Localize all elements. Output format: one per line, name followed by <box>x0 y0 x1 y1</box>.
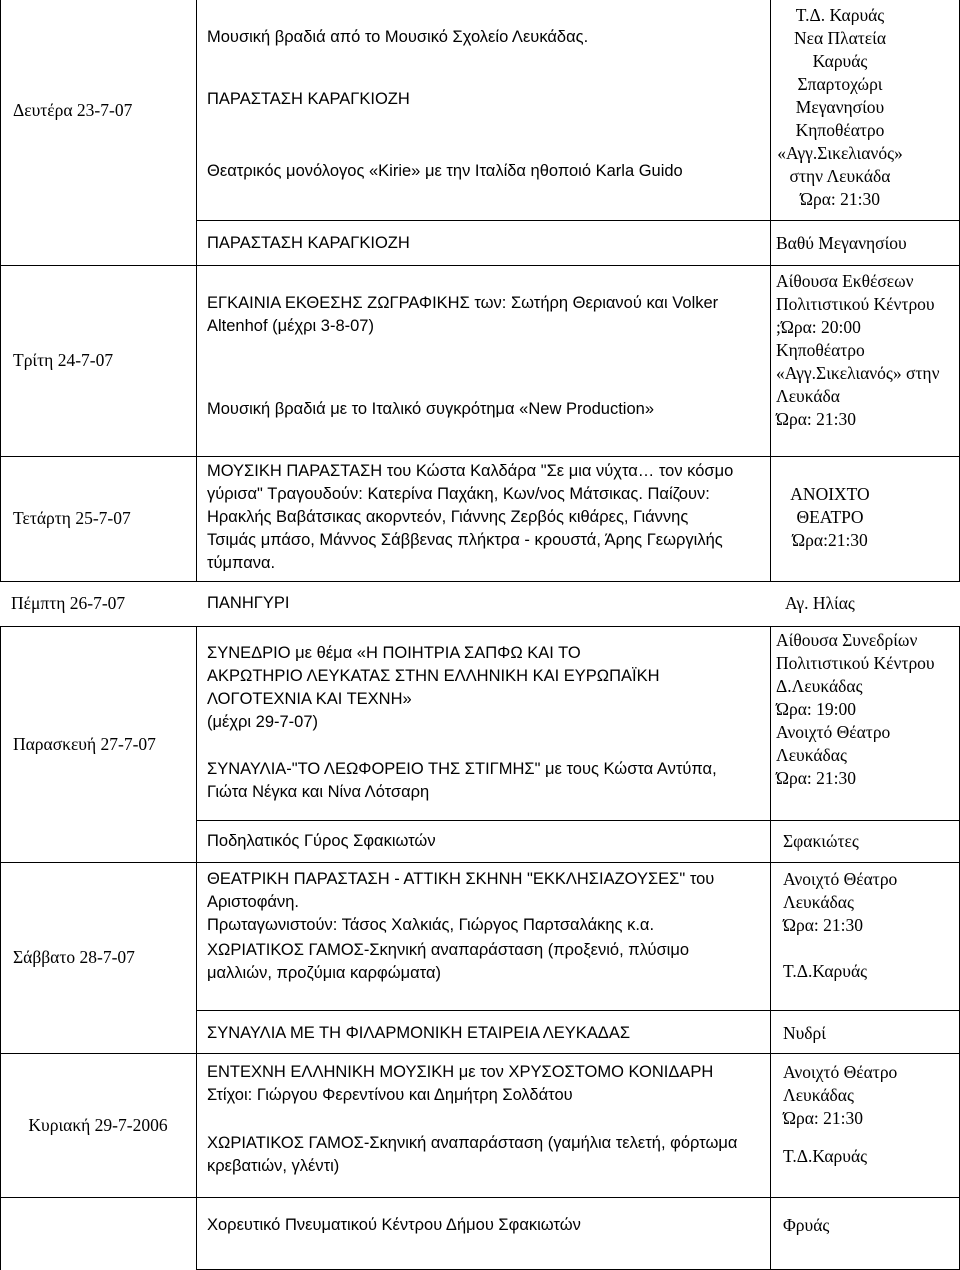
date-label: Δευτέρα 23-7-07 <box>13 99 133 120</box>
event-text: ΠΑΝΗΓΥΡΙ <box>207 594 290 612</box>
event-text: ΧΩΡΙΑΤΙΚΟΣ ΓΑΜΟΣ-Σκηνική αναπαράσταση (γαμήλια τελετή, φόρτωμα κρεβατιών, γλέντι) <box>207 1134 738 1175</box>
venue-text: Βαθύ Μεγανησίου <box>776 233 907 253</box>
event-text: ΕΝΤΕΧΝΗ ΕΛΛΗΝΙΚΗ ΜΟΥΣΙΚΗ με τον ΧΡΥΣΟΣΤΟΜΟ ΚΟΝΙΔΑΡΗ Στίχοι: Γιώργου Φερεντίνου και Δημήτρη Σολδάτου <box>207 1063 714 1104</box>
event-text: ΜΟΥΣΙΚΗ ΠΑΡΑΣΤΑΣΗ του Κώστα Καλδάρα "Σε μια νύχτα… τον κόσμο γύρισα" Τραγουδούν: Κατερίνα Παχάκη, Κων/νος Μάτσικας. Παίζουν: Ηρακλής Βαβάτσικας ακορντεόν, Γιάννης Ζερβός κιθάρες, Γιάννης Τσιμάς μπάσο, Μάννος Σάββενας πλήκτρα - κρουστά, Άρης Γεωργιλής τύμπανα. <box>207 462 734 572</box>
event-text: ΣΥΝΑΥΛΙΑ-"ΤΟ ΛΕΩΦΟΡΕΙΟ ΤΗΣ ΣΤΙΓΜΗΣ" με τους Κώστα Αντύπα, Γιώτα Νέγκα και Νίνα Λότσαρη <box>207 760 717 801</box>
column-divider-date <box>196 0 197 581</box>
venue-text: Νυδρί <box>783 1023 826 1043</box>
date-cell <box>13 862 196 1053</box>
event-text: Μουσική βραδιά από το Μουσικό Σχολείο Λευκάδας. <box>207 28 589 46</box>
date-label: Σάββατο 28-7-07 <box>13 947 135 967</box>
event-text: Ποδηλατικός Γύρος Σφακιωτών <box>207 832 436 850</box>
venue-text: Αίθουσα Εκθέσεων Πολιτιστικού Κέντρου ;Ώρα: 20:00 Κηποθέατρο «Αγγ.Σικελιανός» στην Λευκάδα Ώρα: 21:30 <box>776 271 940 429</box>
date-label: Τετάρτη 25-7-07 <box>13 508 131 528</box>
date-cell <box>13 456 196 581</box>
event-text: ΣΥΝΕΔΡΙΟ με θέμα «Η ΠΟΙΗΤΡΙΑ ΣΑΠΦΩ ΚΑΙ ΤΟ ΑΚΡΩΤΗΡΙΟ ΛΕΥΚΑΤΑΣ ΣΤΗΝ ΕΛΛΗΝΙΚΗ ΚΑΙ ΕΥΡΩΠΑΪΚΗ ΛΟΓΟΤΕΧΝΙΑ ΚΑΙ ΤΕΧΝΗ» (μέχρι 29-7-07) <box>207 644 660 731</box>
event-text: ΠΑΡΑΣΤΑΣΗ ΚΑΡΑΓΚΙΟΖΗ <box>207 234 410 252</box>
row-divider <box>196 1010 960 1011</box>
date-cell <box>13 626 196 862</box>
date-cell <box>13 265 196 456</box>
venue-text: Αίθουσα Συνεδρίων Πολιτιστικού Κέντρου Δ.Λευκάδας Ώρα: 19:00 Ανοιχτό Θέατρο Λευκάδας Ώρα: 21:30 <box>776 630 935 788</box>
row-divider <box>0 581 960 582</box>
event-text: ΧΩΡΙΑΤΙΚΟΣ ΓΑΜΟΣ-Σκηνική αναπαράσταση (προξενιό, πλύσιμο μαλλιών, προζύμια καρφώματα) <box>207 941 690 982</box>
venue-text: Φρυάς <box>783 1215 830 1235</box>
venue-text: Σφακιώτες <box>783 831 859 851</box>
column-divider-date <box>196 626 197 1270</box>
row-divider <box>196 220 960 221</box>
event-text: Χορευτικό Πνευματικού Κέντρου Δήμου Σφακιωτών <box>207 1216 581 1234</box>
date-label: Πέμπτη 26-7-07 <box>11 593 126 613</box>
venue-text: Ανοιχτό Θέατρο Λευκάδας Ώρα: 21:30 <box>783 869 898 935</box>
date-cell <box>0 1053 196 1197</box>
table-left-border <box>0 0 1 581</box>
venue-text: Τ.Δ. Καρυάς Νεα Πλατεία Καρυάς Σπαρτοχώρι Μεγανησίου Κηποθέατρο «Αγγ.Σικελιανός» στην Λευκάδα Ώρα: 21:30 <box>777 5 903 209</box>
venue-text: Τ.Δ.Καρυάς <box>783 961 868 981</box>
column-divider-venue <box>770 0 771 581</box>
date-label: Κυριακή 29-7-2006 <box>28 1114 168 1135</box>
date-label: Παρασκευή 27-7-07 <box>13 733 156 754</box>
event-text: ΕΓΚΑΙΝΙΑ ΕΚΘΕΣΗΣ ΖΩΓΡΑΦΙΚΗΣ των: Σωτήρη Θεριανού και Volker Altenhof (μέχρι 3-8-07) <box>207 294 719 335</box>
event-text: Μουσική βραδιά με το Ιταλικό συγκρότημα «New Production» <box>207 400 655 418</box>
date-cell <box>13 0 196 220</box>
row-divider <box>196 820 960 821</box>
column-divider-venue <box>770 626 771 1270</box>
event-text: ΘΕΑΤΡΙΚΗ ΠΑΡΑΣΤΑΣΗ - ΑΤΤΙΚΗ ΣΚΗΝΗ "ΕΚΚΛΗΣΙΑΖΟΥΣΕΣ" του Αριστοφάνη. Πρωταγωνιστούν: Τάσος Χαλκιάς, Γιώργος Παρτσαλάκης κ.α. <box>207 870 715 934</box>
venue-text: ΑΝΟΙΧΤΟ ΘΕΑΤΡΟ Ώρα:21:30 <box>790 484 870 550</box>
event-text: ΠΑΡΑΣΤΑΣΗ ΚΑΡΑΓΚΙΟΖΗ <box>207 90 410 108</box>
row-divider <box>0 1197 960 1198</box>
event-text: Θεατρικός μονόλογος «Kirie» με την Ιταλίδα ηθοποιό Karla Guido <box>207 162 683 180</box>
venue-text: Ανοιχτό Θέατρο Λευκάδας Ώρα: 21:30 <box>783 1062 898 1128</box>
venue-text: Αγ. Ηλίας <box>785 593 855 613</box>
event-text: ΣΥΝΑΥΛΙΑ ΜΕ ΤΗ ΦΙΛΑΡΜΟΝΙΚΗ ΕΤΑΙΡΕΙΑ ΛΕΥΚΑΔΑΣ <box>207 1024 631 1042</box>
venue-text: Τ.Δ.Καρυάς <box>783 1146 868 1166</box>
date-label: Τρίτη 24-7-07 <box>13 350 114 370</box>
